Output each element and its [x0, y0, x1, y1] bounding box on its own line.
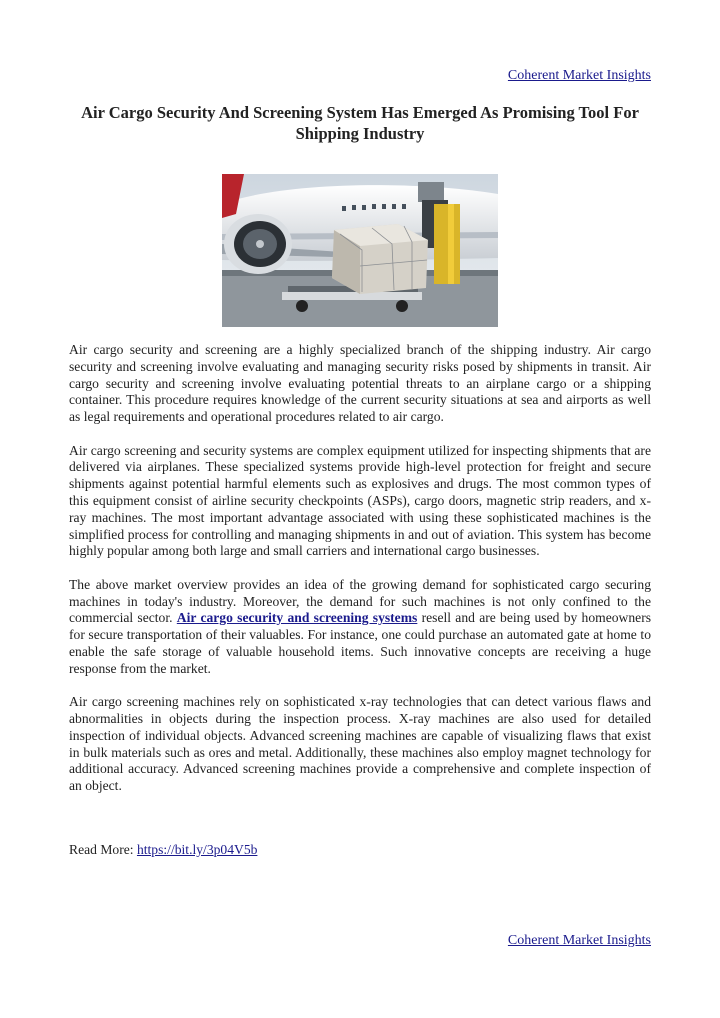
article-title: Air Cargo Security And Screening System Has Emerged As Promising Tool For Shipping Industry [81, 103, 639, 143]
air-cargo-systems-link[interactable]: Air cargo security and screening systems [176, 610, 418, 626]
paragraph-1: Air cargo security and screening are a highly specialized branch of the shipping industry. Air cargo security and screening involve evaluating and managing security risks posed by shipments in transit. Air cargo security and screening involve evaluating potential threats to an airplane cargo or a shipping container. This procedure requires knowledge of the current security situations at sea and airports as well as legal requirements and operational procedures related to air cargo. [69, 342, 651, 425]
paragraph-3 [69, 577, 651, 678]
read-more-label: Read More: [69, 842, 137, 857]
hero-image-air-cargo [222, 174, 498, 327]
paragraph-3-text-after: resell and are being used by homeowners for secure transportation of their valuables. For instance, one could purchase an automated gate at home to enable the safe storage of valuable household items. Such innovative concepts are receiving a huge response from the market. [69, 610, 652, 676]
read-more-link[interactable]: https://bit.ly/3p04V5b [136, 842, 258, 857]
paragraph-3-text-before: The above market overview provides an idea of the growing demand for sophisticated cargo securing machines in today's industry. Moreover, the demand for such machines is not only confined to the commercial sector. [69, 576, 651, 626]
paragraph-4: Air cargo screening machines rely on sophisticated x-ray technologies that can detect various flaws and abnormalities in objects during the inspection process. X-ray machines are also used for detailed inspection of individual objects. Advanced screening machines are capable of visualizing flaws that exist in bulk materials such as ores and metal. Additionally, these machines also employ magnet technology for additional accuracy. Advanced screening machines provide a comprehensive and complete inspection of an object. [69, 694, 651, 794]
footer-site-link[interactable]: Coherent Market Insights [507, 933, 651, 948]
read-more [69, 842, 257, 858]
paragraph-2: Air cargo screening and security systems are complex equipment utilized for inspecting shipments that are delivered via airplanes. These specialized systems provide high-level protection for freight and secure shipments against potential harmful elements such as explosives and drugs. The most common types of this equipment consist of airline security checkpoints (ASPs), cargo doors, magnetic strip readers, and x-ray machines. The most important advantage associated with using these sophisticated machines is the simplified process for controlling and managing shipments in and out of aviation. This system has become highly popular among both large and small carriers and international cargo businesses. [69, 442, 651, 559]
header-site-link[interactable]: Coherent Market Insights [507, 68, 651, 83]
article-body [69, 342, 651, 812]
